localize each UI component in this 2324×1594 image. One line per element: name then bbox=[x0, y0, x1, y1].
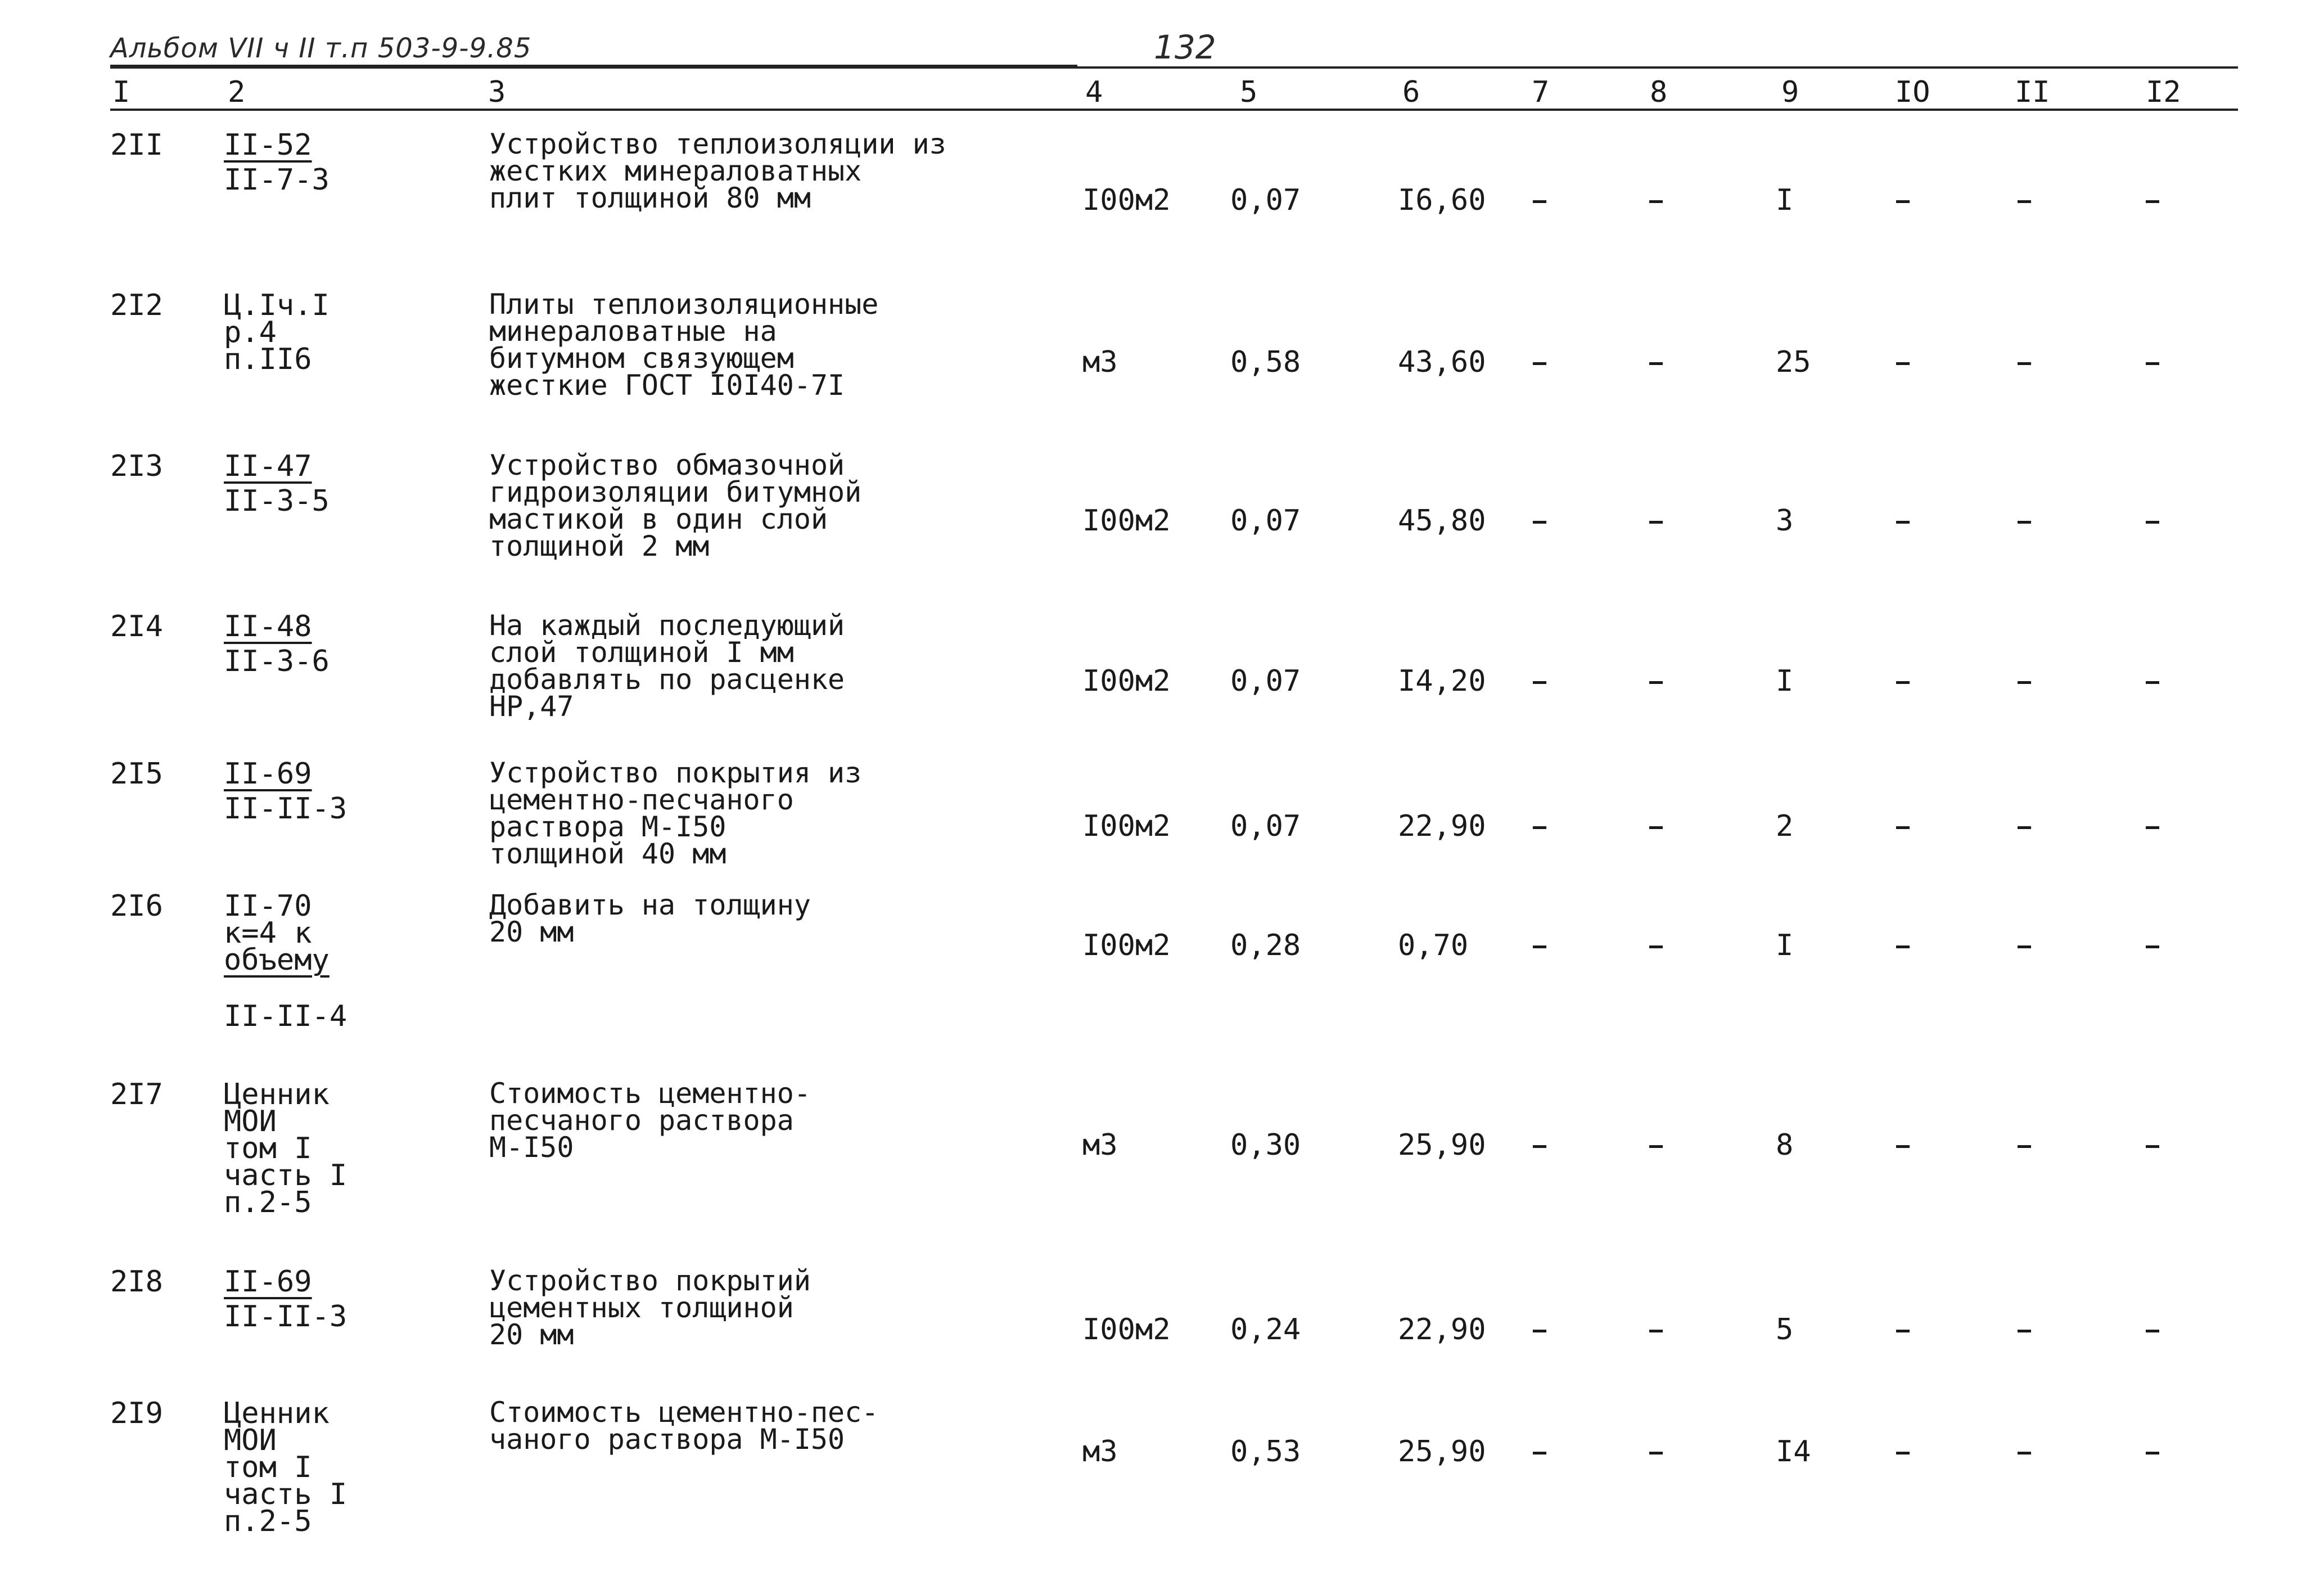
row-c8-value bbox=[1645, 812, 1648, 841]
row-description-line: толщиной 40 мм bbox=[489, 837, 726, 870]
row-c11-dash bbox=[2018, 681, 2031, 684]
row-description-line: гидроизоляции битумной bbox=[489, 476, 862, 508]
row-code-line: Ценник bbox=[224, 1078, 330, 1111]
row-code-line: Ценник bbox=[224, 1397, 330, 1430]
row-c12-value bbox=[2141, 1131, 2145, 1160]
row-description-line: слой толщиной I мм bbox=[489, 636, 794, 669]
row-c11-dash bbox=[2018, 1145, 2031, 1148]
row-c7-dash bbox=[1533, 1145, 1546, 1148]
row-c9-value: 2 bbox=[1776, 809, 1794, 843]
row-description-line: жесткие ГОСТ I0I40-7I bbox=[489, 369, 845, 402]
row-c10-value bbox=[1892, 506, 1895, 535]
row-description-line: жестких минераловатных bbox=[489, 155, 862, 187]
row-description-line: раствора М-I50 bbox=[489, 810, 726, 843]
row-c9-value: 5 bbox=[1776, 1313, 1794, 1347]
row-unit-value: м3 bbox=[1082, 1435, 1118, 1469]
row-c12-dash bbox=[2146, 681, 2159, 684]
row-c11-dash bbox=[2018, 362, 2031, 365]
column-number: I2 bbox=[2146, 75, 2181, 109]
row-c7-value bbox=[1528, 667, 1532, 696]
column-number: 8 bbox=[1650, 75, 1668, 109]
row-description-line: Устройство покрытия из bbox=[489, 757, 862, 789]
row-c10-value bbox=[1892, 931, 1895, 960]
row-c10-dash bbox=[1896, 681, 1910, 684]
row-c12-dash bbox=[2146, 200, 2159, 203]
row-c8-value bbox=[1645, 1131, 1648, 1160]
row-c8-value bbox=[1645, 506, 1648, 535]
row-c7-value bbox=[1528, 348, 1532, 377]
row-price-value: 25,90 bbox=[1398, 1128, 1486, 1162]
row-code-line: часть I bbox=[224, 1478, 348, 1511]
row-description-line: толщиной 2 мм bbox=[489, 530, 710, 562]
row-qty-value: 0,24 bbox=[1230, 1313, 1301, 1347]
row-c8-value bbox=[1645, 667, 1648, 696]
row-code-line: II-II-3 bbox=[224, 1300, 348, 1334]
row-code-line: МОИ bbox=[224, 1424, 277, 1457]
row-c7-value bbox=[1528, 812, 1532, 841]
row-c8-dash bbox=[1649, 1330, 1663, 1332]
row-c11-dash bbox=[2018, 945, 2031, 948]
row-c11-value bbox=[2013, 348, 2016, 377]
row-number: 2I9 bbox=[110, 1397, 163, 1430]
row-qty-value: 0,58 bbox=[1230, 345, 1301, 379]
row-c12-dash bbox=[2146, 945, 2159, 948]
row-c11-dash bbox=[2018, 521, 2031, 524]
row-number: 2I8 bbox=[110, 1265, 163, 1299]
row-c10-dash bbox=[1896, 362, 1910, 365]
row-code-line: II-69 bbox=[224, 1265, 312, 1299]
album-title: Альбом VII ч II т.п 503-9-9.85 bbox=[110, 33, 532, 64]
row-code-line: том I bbox=[224, 1451, 312, 1484]
row-description-line: 20 мм bbox=[489, 916, 574, 948]
row-c10-value bbox=[1892, 186, 1895, 215]
row-code-line: II-52 bbox=[224, 128, 312, 162]
row-unit-value: I00м2 bbox=[1082, 809, 1171, 843]
row-number: 2I5 bbox=[110, 757, 163, 791]
row-code-line: II-70 bbox=[224, 889, 312, 923]
row-c11-value bbox=[2013, 1437, 2016, 1466]
row-c7-value bbox=[1528, 1437, 1532, 1466]
row-c12-value bbox=[2141, 812, 2145, 841]
row-c12-value bbox=[2141, 1315, 2145, 1344]
row-description-line: цементных толщиной bbox=[489, 1291, 794, 1324]
row-c11-value bbox=[2013, 1131, 2016, 1160]
row-c11-value bbox=[2013, 667, 2016, 696]
row-c10-dash bbox=[1896, 200, 1910, 203]
row-c7-value bbox=[1528, 931, 1532, 960]
row-c7-dash bbox=[1533, 521, 1546, 524]
column-number: 9 bbox=[1781, 75, 1799, 109]
row-c11-value bbox=[2013, 812, 2016, 841]
row-c12-dash bbox=[2146, 521, 2159, 524]
row-c7-dash bbox=[1533, 826, 1546, 829]
row-c10-dash bbox=[1896, 1452, 1910, 1455]
row-c9-value: 8 bbox=[1776, 1128, 1794, 1162]
row-c8-value bbox=[1645, 348, 1648, 377]
row-c7-dash bbox=[1533, 1452, 1546, 1455]
row-c11-value bbox=[2013, 186, 2016, 215]
row-code-line: том I bbox=[224, 1132, 312, 1165]
row-c8-dash bbox=[1649, 945, 1663, 948]
row-c10-dash bbox=[1896, 826, 1910, 829]
row-description-line: Стоимость цементно-пес- bbox=[489, 1396, 879, 1429]
row-description-line: Добавить на толщину bbox=[489, 889, 811, 921]
row-description-line: добавлять по расценке bbox=[489, 663, 845, 696]
row-c8-dash bbox=[1649, 200, 1663, 203]
row-description-line: минераловатные на bbox=[489, 315, 777, 348]
row-c7-dash bbox=[1533, 200, 1546, 203]
row-qty-value: 0,07 bbox=[1230, 183, 1301, 217]
row-number: 2II bbox=[110, 128, 163, 162]
row-price-value: 22,90 bbox=[1398, 1313, 1486, 1347]
row-description-line: НР,47 bbox=[489, 690, 574, 723]
column-number: 3 bbox=[488, 75, 506, 109]
row-c7-dash bbox=[1533, 362, 1546, 365]
row-c8-dash bbox=[1649, 521, 1663, 524]
row-description-line: мастикой в один слой bbox=[489, 503, 828, 535]
row-qty-value: 0,28 bbox=[1230, 929, 1301, 962]
row-description-line: На каждый последующий bbox=[489, 609, 845, 642]
row-code-line: II-3-6 bbox=[224, 645, 330, 678]
row-c9-value: I bbox=[1776, 183, 1794, 217]
row-c7-value bbox=[1528, 186, 1532, 215]
row-code-line: МОИ bbox=[224, 1105, 277, 1138]
row-description-line: битумном связующем bbox=[489, 342, 794, 375]
row-unit-value: I00м2 bbox=[1082, 929, 1171, 962]
row-c12-dash bbox=[2146, 826, 2159, 829]
row-c12-dash bbox=[2146, 1330, 2159, 1332]
row-description-line: Устройство покрытий bbox=[489, 1264, 811, 1297]
row-c8-dash bbox=[1649, 1145, 1663, 1148]
row-c10-dash bbox=[1896, 1330, 1910, 1332]
row-c7-value bbox=[1528, 1131, 1532, 1160]
row-code-line: п.2-5 bbox=[224, 1186, 312, 1219]
row-c11-value bbox=[2013, 1315, 2016, 1344]
row-qty-value: 0,07 bbox=[1230, 809, 1301, 843]
column-number: 6 bbox=[1402, 75, 1420, 109]
row-unit-value: м3 bbox=[1082, 1128, 1118, 1162]
row-c10-dash bbox=[1896, 521, 1910, 524]
page-number: 132 bbox=[1154, 28, 1216, 66]
row-c11-dash bbox=[2018, 826, 2031, 829]
row-c10-dash bbox=[1896, 1145, 1910, 1148]
row-c12-dash bbox=[2146, 1145, 2159, 1148]
row-c12-value bbox=[2141, 348, 2145, 377]
row-c10-value bbox=[1892, 1437, 1895, 1466]
row-c12-value bbox=[2141, 667, 2145, 696]
row-c7-dash bbox=[1533, 681, 1546, 684]
row-description-line: цементно-песчаного bbox=[489, 784, 794, 816]
row-c8-value bbox=[1645, 1315, 1648, 1344]
row-price-value: 25,90 bbox=[1398, 1435, 1486, 1469]
row-code-line: р.4 bbox=[224, 316, 277, 349]
row-c10-dash bbox=[1896, 945, 1910, 948]
row-price-value: I4,20 bbox=[1398, 664, 1486, 698]
row-price-value: 22,90 bbox=[1398, 809, 1486, 843]
row-description-line: чаного раствора М-I50 bbox=[489, 1423, 845, 1456]
row-c10-value bbox=[1892, 667, 1895, 696]
row-code-line: II-II-3 bbox=[224, 792, 348, 826]
row-c9-value: 3 bbox=[1776, 504, 1794, 538]
row-c11-dash bbox=[2018, 1452, 2031, 1455]
row-c8-dash bbox=[1649, 681, 1663, 684]
row-description-line: Стоимость цементно- bbox=[489, 1077, 811, 1110]
column-number: 5 bbox=[1240, 75, 1258, 109]
row-code-line: II-3-5 bbox=[224, 484, 330, 518]
row-c11-value bbox=[2013, 506, 2016, 535]
column-number: I bbox=[112, 75, 130, 109]
row-c8-dash bbox=[1649, 1452, 1663, 1455]
row-unit-value: I00м2 bbox=[1082, 1313, 1171, 1347]
row-number: 2I4 bbox=[110, 610, 163, 643]
row-code-line: п.2-5 bbox=[224, 1505, 312, 1538]
row-qty-value: 0,30 bbox=[1230, 1128, 1301, 1162]
row-description-line: 20 мм bbox=[489, 1318, 574, 1351]
row-c12-value bbox=[2141, 506, 2145, 535]
row-c9-value: I4 bbox=[1776, 1435, 1811, 1469]
row-c8-value bbox=[1645, 186, 1648, 215]
row-c11-value bbox=[2013, 931, 2016, 960]
column-number: II bbox=[2015, 75, 2050, 109]
row-unit-value: м3 bbox=[1082, 345, 1118, 379]
row-code-line: п.II6 bbox=[224, 343, 312, 376]
row-price-value: I6,60 bbox=[1398, 183, 1486, 217]
column-number: 2 bbox=[228, 75, 246, 109]
row-description-line: плит толщиной 80 мм bbox=[489, 182, 811, 214]
row-number: 2I2 bbox=[110, 289, 163, 322]
row-description-line: Устройство обмазочной bbox=[489, 449, 845, 481]
row-qty-value: 0,07 bbox=[1230, 504, 1301, 538]
row-c8-dash bbox=[1649, 826, 1663, 829]
row-c12-dash bbox=[2146, 362, 2159, 365]
row-c10-value bbox=[1892, 812, 1895, 841]
row-price-value: 43,60 bbox=[1398, 345, 1486, 379]
row-number: 2I7 bbox=[110, 1078, 163, 1111]
row-c8-value bbox=[1645, 931, 1648, 960]
row-description-line: Плиты теплоизоляционные bbox=[489, 288, 879, 321]
row-c10-value bbox=[1892, 348, 1895, 377]
row-description-line: песчаного раствора bbox=[489, 1104, 794, 1137]
row-c8-value bbox=[1645, 1437, 1648, 1466]
row-code-line: объему bbox=[224, 943, 330, 977]
row-c12-value bbox=[2141, 931, 2145, 960]
row-price-value: 45,80 bbox=[1398, 504, 1486, 538]
row-code-line: часть I bbox=[224, 1159, 348, 1192]
row-c12-value bbox=[2141, 186, 2145, 215]
row-c8-dash bbox=[1649, 362, 1663, 365]
row-unit-value: I00м2 bbox=[1082, 183, 1171, 217]
row-code-line: II-48 bbox=[224, 610, 312, 643]
row-qty-value: 0,53 bbox=[1230, 1435, 1301, 1469]
row-price-value: 0,70 bbox=[1398, 929, 1469, 962]
row-c9-value: I bbox=[1776, 664, 1794, 698]
row-c11-dash bbox=[2018, 200, 2031, 203]
column-number: 7 bbox=[1532, 75, 1550, 109]
row-description-line: М-I50 bbox=[489, 1131, 574, 1164]
row-unit-value: I00м2 bbox=[1082, 504, 1171, 538]
row-code-line: II-69 bbox=[224, 757, 312, 791]
row-c9-value: 25 bbox=[1776, 345, 1811, 379]
row-description-line: Устройство теплоизоляции из bbox=[489, 128, 946, 160]
row-number: 2I6 bbox=[110, 889, 163, 923]
row-c11-dash bbox=[2018, 1330, 2031, 1332]
row-code-line: II-7-3 bbox=[224, 163, 330, 197]
row-c12-dash bbox=[2146, 1452, 2159, 1455]
row-unit-value: I00м2 bbox=[1082, 664, 1171, 698]
row-qty-value: 0,07 bbox=[1230, 664, 1301, 698]
row-c10-value bbox=[1892, 1131, 1895, 1160]
column-number: 4 bbox=[1085, 75, 1103, 109]
row-code-line: к=4 к bbox=[224, 916, 312, 950]
row-code-line: II-II-4 bbox=[224, 999, 348, 1033]
row-c9-value: I bbox=[1776, 929, 1794, 962]
row-c7-dash bbox=[1533, 945, 1546, 948]
row-number: 2I3 bbox=[110, 449, 163, 483]
row-c7-value bbox=[1528, 1315, 1532, 1344]
row-code-line: II-47 bbox=[224, 449, 312, 483]
column-number: IO bbox=[1895, 75, 1930, 109]
row-c7-dash bbox=[1533, 1330, 1546, 1332]
row-code-line: Ц.Iч.I bbox=[224, 289, 330, 322]
row-c10-value bbox=[1892, 1315, 1895, 1344]
row-c12-value bbox=[2141, 1437, 2145, 1466]
row-c7-value bbox=[1528, 506, 1532, 535]
table-top-rule bbox=[110, 66, 2238, 69]
